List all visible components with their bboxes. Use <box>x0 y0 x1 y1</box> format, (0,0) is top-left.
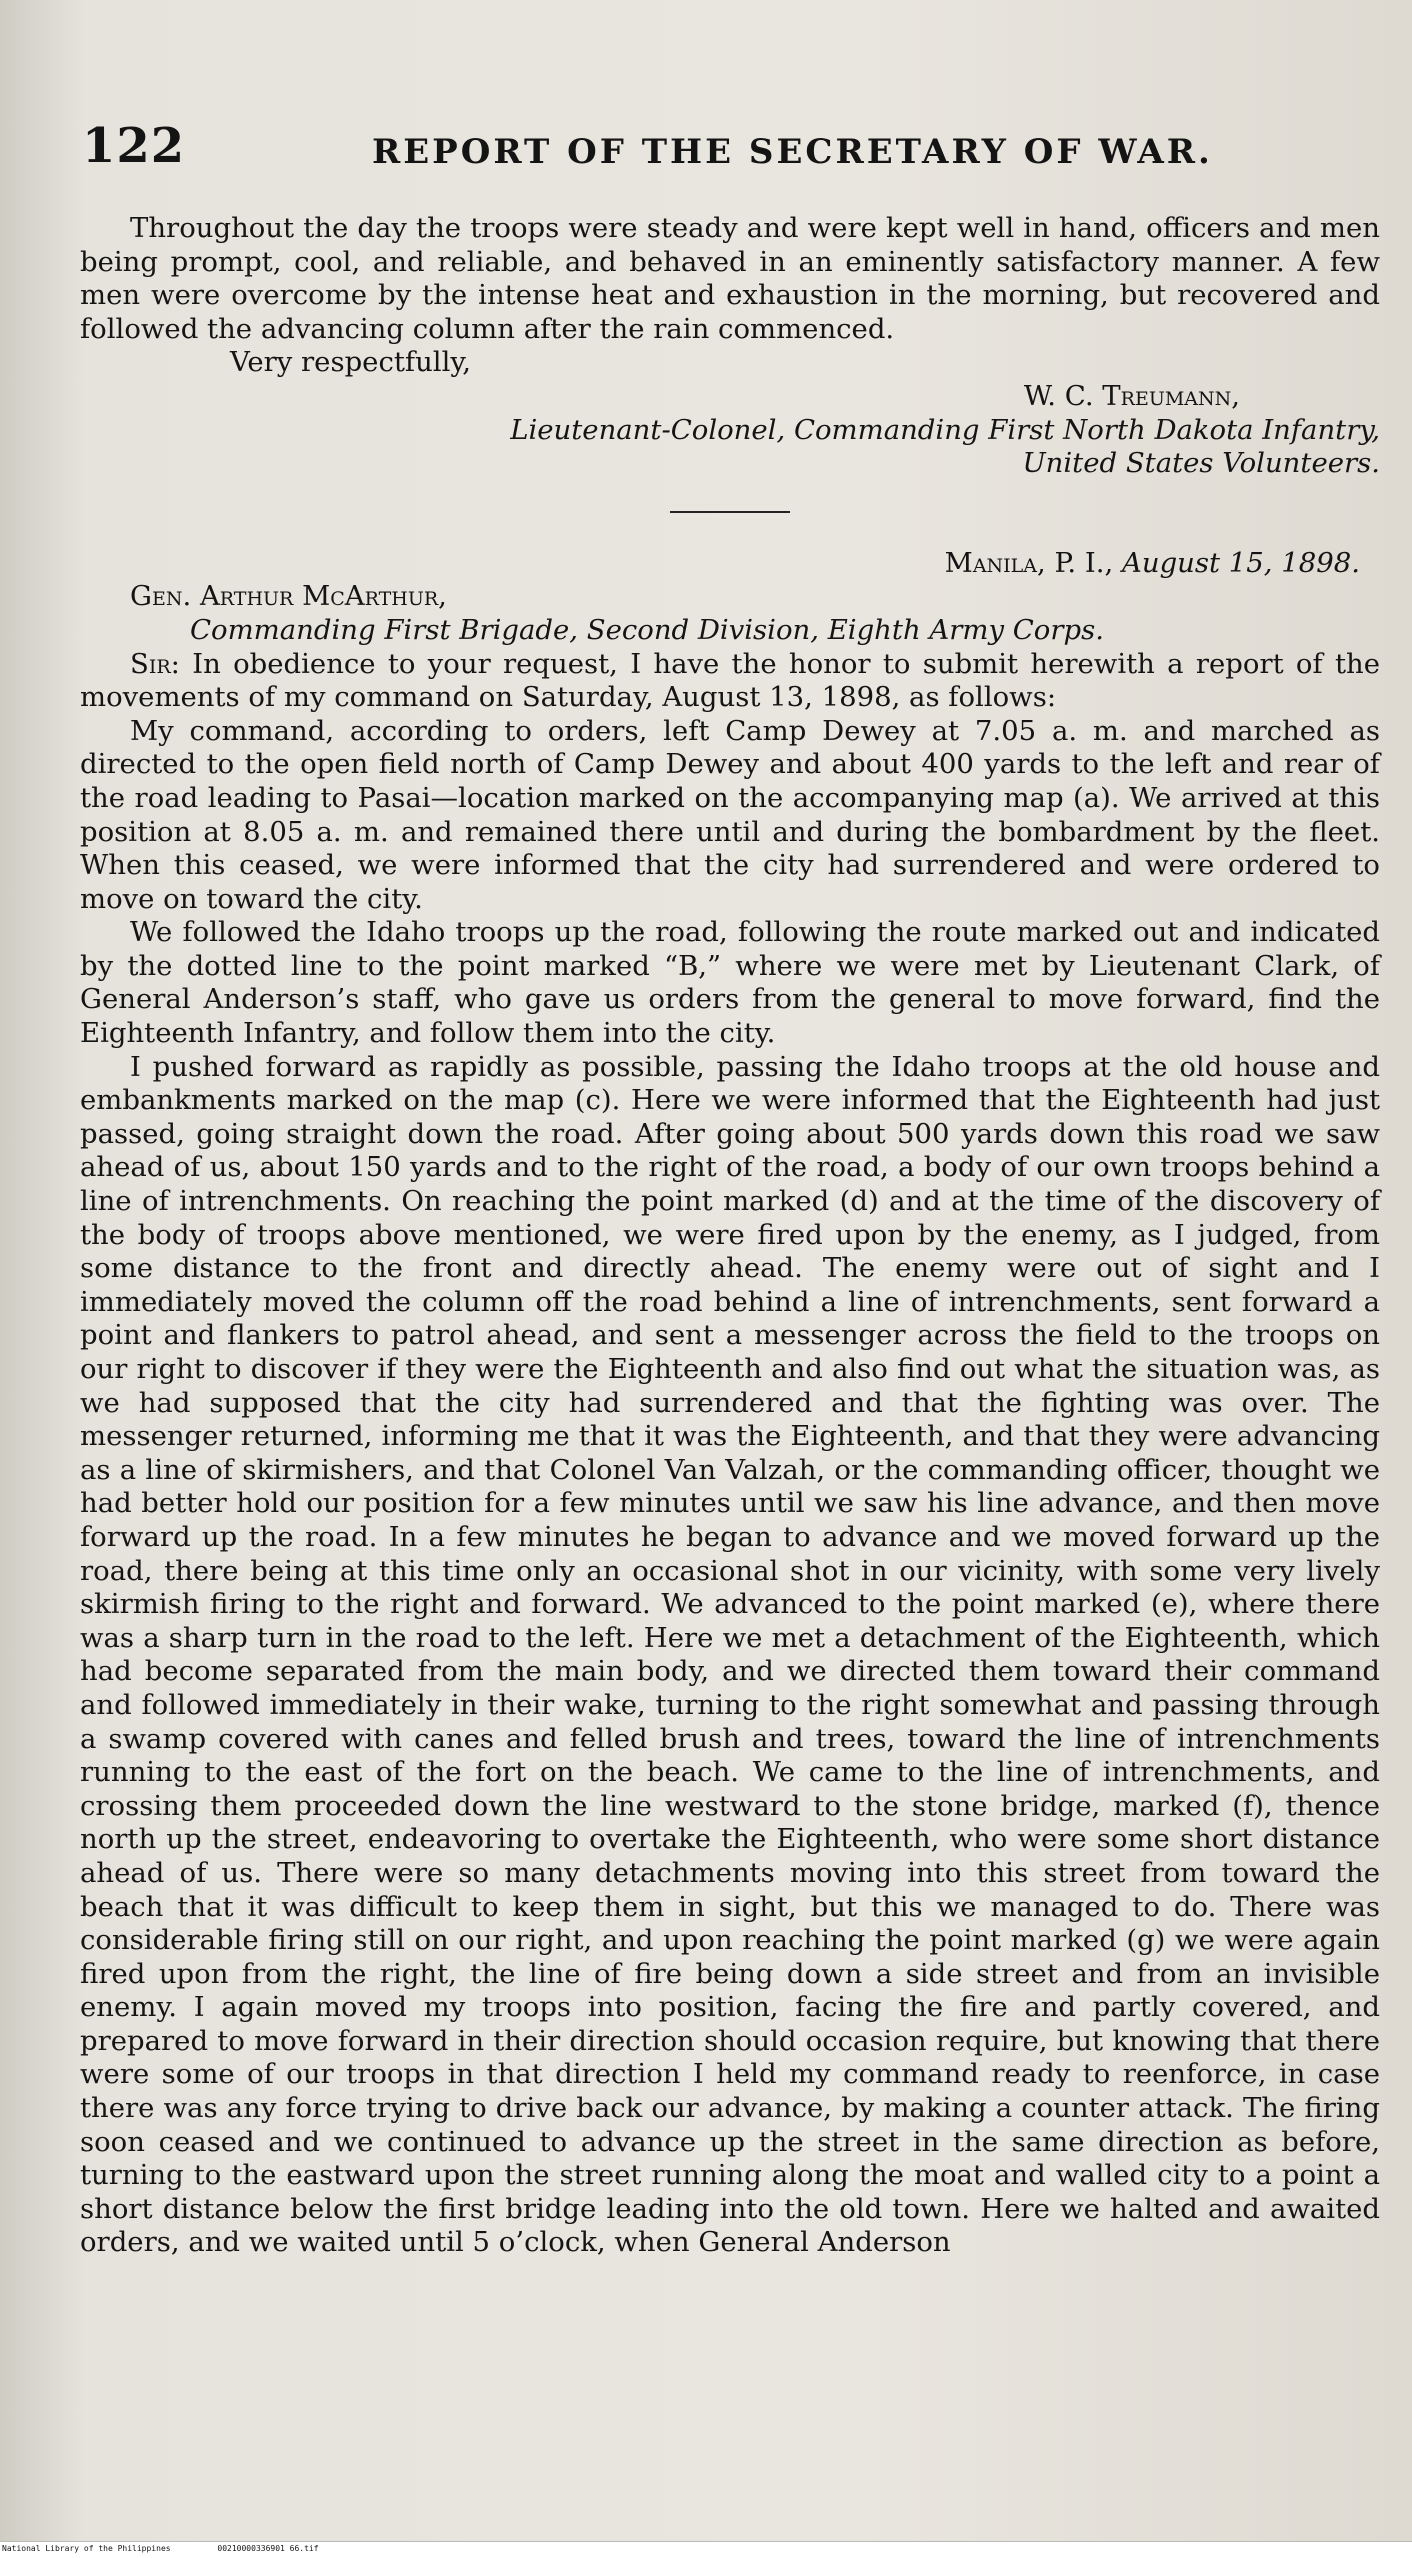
dateline <box>80 547 1380 581</box>
scan-footer <box>0 2541 1412 2558</box>
paragraph-1-text: In obedience to your request, I have the honor to submit herewith a report of the movements of my command on Saturday, August 13, 1898, as follows: <box>80 647 1380 714</box>
running-head: REPORT OF THE SECRETARY OF WAR. <box>372 132 1213 172</box>
signature-title-2: United States Volunteers. <box>1022 447 1380 480</box>
paragraph-4: I pushed forward as rapidly as possible, passing the Idaho troops at the old house and embankments marked on the map (c). Here we were informed that the Eighteenth had just passed, going straight down the road. After going about 500 yards down this road we saw ahead of us, about 150 yards and to the right of the road, a body of our own troops behind a line of intrenchments. On reaching the point marked (d) and at the time of the discovery of the body of troops above mentioned, we were fired upon by the enemy, as I judged, from some distance to the front and directly ahead. The enemy were out of sight and I immediately moved the column off the road behind a line of intrenchments, sent forward a point and flankers to patrol ahead, and sent a messenger across the field to the troops on our right to discover if they were the Eighteenth and also find out what the situation was, as we had supposed that the city had surrendered and that the fighting was over. The messenger returned, informing me that it was the Eighteenth, and that they were advancing as a line of skirmishers, and that Colonel Van Valzah, or the commanding officer, thought we had better hold our position for a few minutes until we saw his line advance, and then move forward up the road. In a few minutes he began to advance and we moved forward up the road, there being at this time only an occasional shot in our vicinity, with some very lively skirmish firing to the right and forward. We advanced to the point marked (e), where there was a sharp turn in the road to the left. Here we met a detachment of the Eighteenth, which had become separated from the main body, and we directed them toward their command and followed immediately in their wake, turning to the right somewhat and passing through a swamp covered with canes and felled brush and trees, toward the line of intrenchments running to the east of the fort on the beach. We came to the line of intrenchments, and crossing them proceeded down the line westward to the stone bridge, marked (f), thence north up the street, endeavoring to overtake the Eighteenth, who were some short distance ahead of us. There were so many detachments moving into this street from toward the beach that it was difficult to keep them in sight, but this we managed to do. There was considerable firing still on our right, and upon reaching the point marked (g) we were again fired upon from the right, the line of fire being down a side street and from an invisible enemy. I again moved my troops into position, facing the fire and partly covered, and prepared to move forward in their direction should occasion require, but knowing that there were some of our troops in that direction I held my command ready to reenforce, in case there was any force trying to drive back our advance, by making a counter attack. The firing soon ceased and we continued to advance up the street in the same direction as before, turning to the eastward upon the street running along the moat and walled city to a point a short distance below the first bridge leading into the old town. Here we halted and awaited orders, and we waited until 5 o’clock, when General Anderson <box>80 1050 1380 2259</box>
paragraph-3: We followed the Idaho troops up the road, following the route marked out and indicated by the dotted line to the point marked “B,” where we were met by Lieutenant Clark, of General Anderson’s staff, who gave us orders from the general to move forward, find the Eighteenth Infantry, and follow them into the city. <box>80 916 1380 1050</box>
signature-name: W. C. Treumann, <box>1023 379 1240 412</box>
closing-line: Very respectfully, <box>230 346 472 379</box>
footer-library: National Library of the Philippines <box>2 2544 171 2553</box>
page-header <box>82 118 1382 188</box>
dateline-date: August 15, 1898. <box>1122 546 1360 579</box>
section-divider <box>670 511 790 513</box>
body-text <box>80 212 1380 2260</box>
footer-file: 00210000336901 66.tif <box>217 2544 319 2553</box>
salutation: Sir: <box>130 647 180 680</box>
page-number: 122 <box>82 118 186 174</box>
dateline-place: Manila, P. I., <box>944 546 1114 579</box>
signature-title-1: Lieutenant-Colonel, Commanding First North Dakota Infantry, <box>510 413 1380 446</box>
paragraph-2: My command, according to orders, left Camp Dewey at 7.05 a. m. and marched as directed to the open field north of Camp Dewey and about 400 yards to the left and rear of the road leading to Pasai—location marked on the accompanying map (a). We arrived at this position at 8.05 a. m. and remained there until and during the bombardment by the fleet. When this ceased, we were informed that the city had surrendered and were ordered to move on toward the city. <box>80 714 1380 915</box>
addressee: Gen. Arthur McArthur, <box>130 580 447 613</box>
addressee-title: Commanding First Brigade, Second Division, Eighth Army Corps. <box>190 613 1104 646</box>
paragraph-1 <box>80 648 1380 715</box>
paragraph-closing-report: Throughout the day the troops were steady and were kept well in hand, officers and men being prompt, cool, and reliable, and behaved in an eminently satisfactory manner. A few men were overcome by the intense heat and exhaustion in the morning, but recovered and followed the advancing column after the rain commenced. <box>80 212 1380 345</box>
